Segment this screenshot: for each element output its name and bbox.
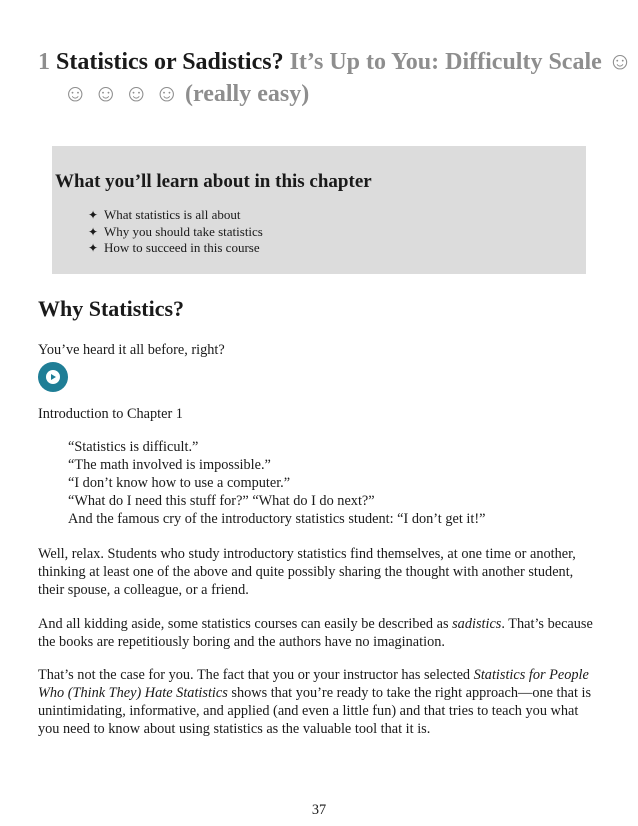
paragraph-relax: Well, relax. Students who study introductory statistics find themselves, at one time or another, thinking at least one of the above and quite possibly sharing the thought with another student, their spouse, a colleague, or a friend. — [38, 546, 576, 598]
quote-line: “I don’t know how to use a computer.” — [68, 475, 291, 491]
list-item — [88, 240, 263, 257]
star-bullet-icon: ✦ — [88, 208, 99, 222]
list-item-text: How to succeed in this course — [104, 240, 260, 255]
paragraph-sadistics — [38, 615, 598, 651]
paragraph-text: And all kidding aside, some statistics courses can easily be described as — [38, 616, 453, 632]
paragraph-text: That’s not the case for you. The fact that you or your instructor has selected — [38, 667, 474, 683]
list-item-text: What statistics is all about — [104, 207, 241, 222]
list-item-text: Why you should take statistics — [104, 223, 263, 239]
play-circle-icon — [46, 370, 60, 384]
paragraph-book-intro — [38, 666, 598, 738]
list-item — [88, 224, 263, 241]
play-triangle-icon — [51, 374, 56, 380]
play-video-button[interactable] — [38, 362, 68, 392]
section-heading: Why Statistics? — [38, 296, 185, 321]
video-caption: Introduction to Chapter 1 — [38, 406, 183, 422]
chapter-title — [38, 46, 633, 110]
intro-text: You’ve heard it all before, right? — [38, 342, 225, 358]
quote-line: “Statistics is difficult.” — [68, 439, 199, 455]
star-bullet-icon: ✦ — [88, 224, 99, 239]
list-item — [88, 207, 263, 224]
chapter-title-main: Statistics or Sadistics? — [56, 49, 284, 75]
book-title-emphasis: Statistics for People Who (Think They) Hate Statistics — [38, 667, 589, 701]
emphasis-sadistics: sadistics — [452, 616, 502, 632]
learning-objectives-box — [52, 146, 586, 274]
student-quotes-list — [68, 438, 485, 528]
chapter-number: 1 — [38, 49, 50, 75]
paragraph-text: shows that you’re ready to take the right approach—one that is unintimidating, informative, and applied (and even a little fun) and that tries to teach you what you need to know about using statistics as the valuable tool that it is. — [38, 685, 592, 737]
quote-line: “The math involved is impossible.” — [68, 457, 271, 473]
page-number: 37 — [311, 802, 327, 818]
chapter-title-rest: It’s Up to You: Difficulty Scale ☺ ☺ ☺ ☺ ☺ (really easy) — [63, 49, 633, 107]
quote-line: “What do I need this stuff for?” “What do I do next?” — [68, 493, 375, 509]
quote-line: And the famous cry of the introductory statistics student: “I don’t get it!” — [68, 511, 486, 527]
paragraph-text: . That’s because the books are repetitiously boring and the authors have no imagination. — [38, 616, 593, 650]
learning-objectives-list — [88, 207, 263, 257]
learning-objectives-heading: What you’ll learn about in this chapter — [55, 171, 372, 192]
star-bullet-icon: ✦ — [88, 241, 99, 255]
